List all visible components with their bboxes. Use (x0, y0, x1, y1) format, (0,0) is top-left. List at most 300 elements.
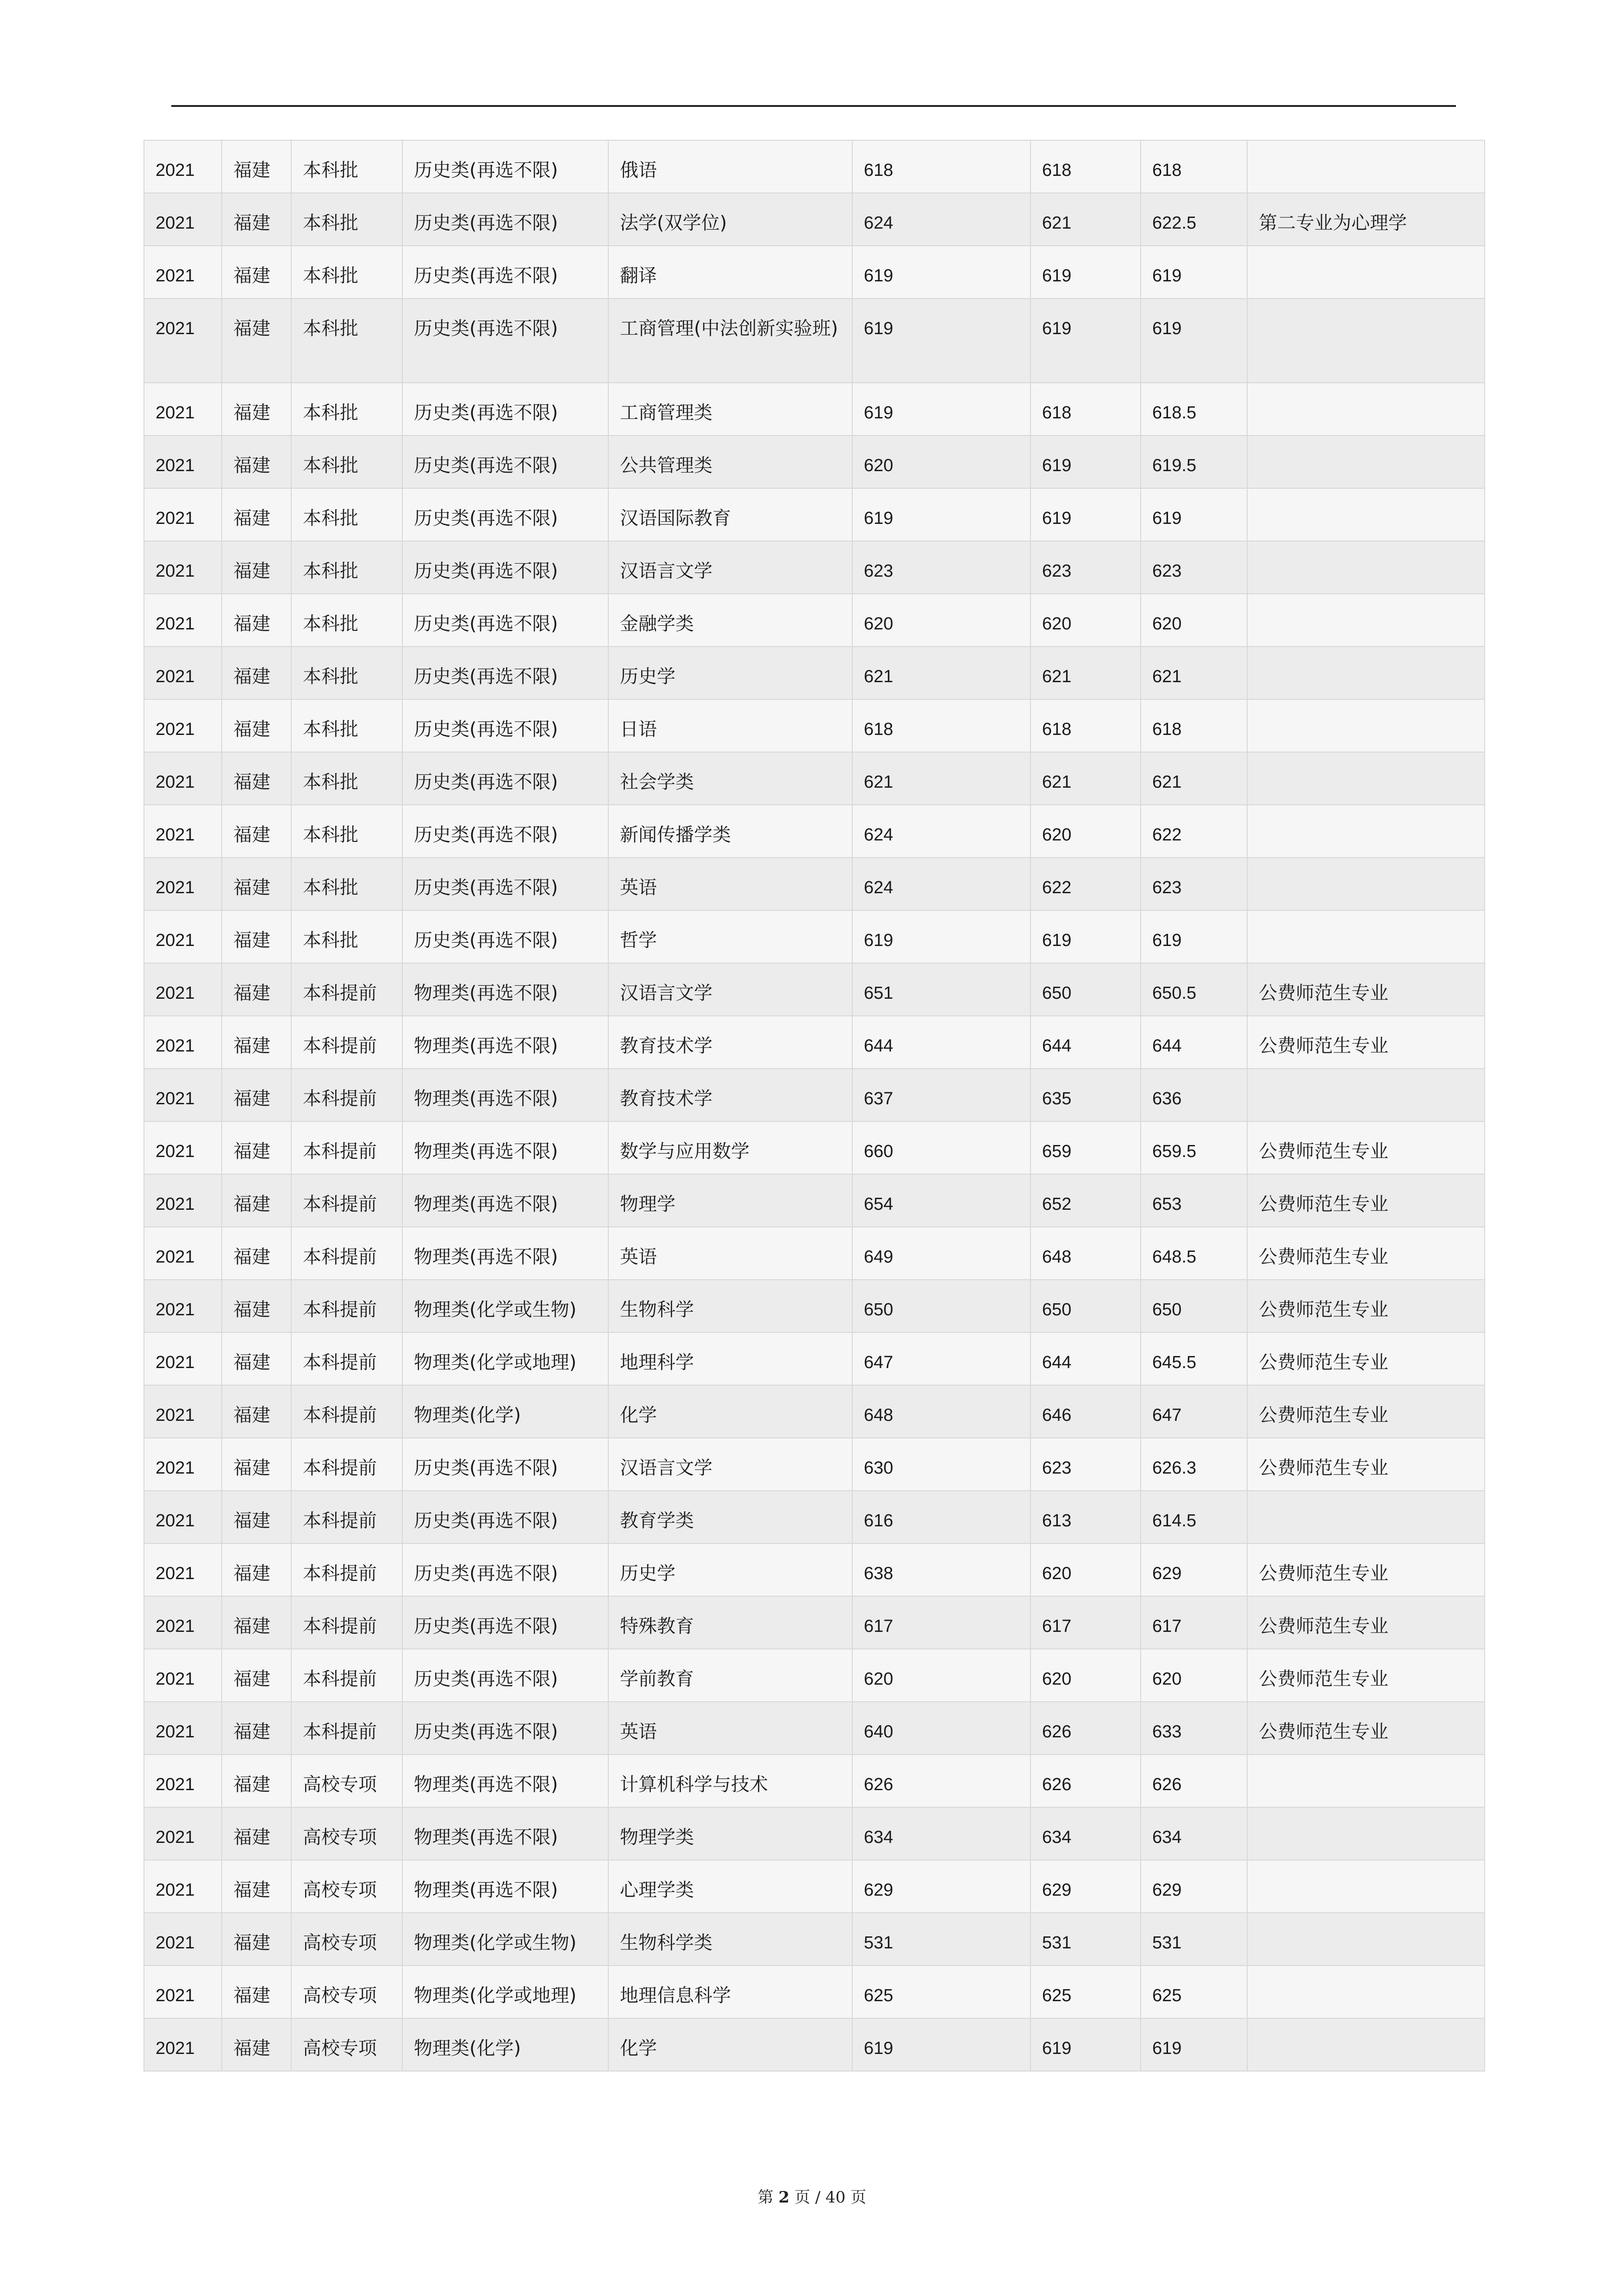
subject-category-cell: 物理类(化学或生物) (402, 1280, 608, 1332)
year-cell: 2021 (144, 1596, 222, 1649)
major-cell: 汉语国际教育 (608, 488, 852, 541)
table-body (144, 140, 1485, 2071)
major-cell: 社会学类 (608, 752, 852, 805)
major-cell: 化学 (608, 1385, 852, 1438)
max-score-cell: 626 (852, 1755, 1031, 1807)
year-cell: 2021 (144, 1121, 222, 1174)
province-cell: 福建 (222, 1755, 291, 1807)
province-cell: 福建 (222, 1649, 291, 1702)
year-cell: 2021 (144, 1649, 222, 1702)
table-row (144, 752, 1485, 805)
table-row (144, 1280, 1485, 1332)
province-cell: 福建 (222, 1385, 291, 1438)
remark-cell: 公费师范生专业 (1247, 1174, 1485, 1227)
avg-score-cell: 644 (1141, 1016, 1247, 1069)
max-score-cell: 638 (852, 1543, 1031, 1596)
max-score-cell: 620 (852, 1649, 1031, 1702)
subject-category-cell: 物理类(化学或生物) (402, 1913, 608, 1966)
table-row (144, 1543, 1485, 1596)
batch-cell: 本科批 (291, 246, 402, 299)
max-score-cell: 630 (852, 1438, 1031, 1491)
table-row (144, 1755, 1485, 1807)
province-cell: 福建 (222, 193, 291, 246)
min-score-cell: 625 (1031, 1966, 1141, 2018)
table-row (144, 910, 1485, 963)
min-score-cell: 634 (1031, 1807, 1141, 1860)
major-cell: 学前教育 (608, 1649, 852, 1702)
major-cell: 英语 (608, 858, 852, 910)
subject-category-cell: 历史类(再选不限) (402, 805, 608, 858)
batch-cell: 本科提前 (291, 1438, 402, 1491)
remark-cell (1247, 910, 1485, 963)
province-cell: 福建 (222, 594, 291, 647)
avg-score-cell: 621 (1141, 647, 1247, 699)
major-cell: 俄语 (608, 140, 852, 193)
major-cell: 汉语言文学 (608, 1438, 852, 1491)
max-score-cell: 619 (852, 488, 1031, 541)
province-cell: 福建 (222, 246, 291, 299)
province-cell: 福建 (222, 1807, 291, 1860)
year-cell: 2021 (144, 1913, 222, 1966)
remark-cell (1247, 488, 1485, 541)
min-score-cell: 650 (1031, 963, 1141, 1016)
min-score-cell: 650 (1031, 1280, 1141, 1332)
remark-cell (1247, 1491, 1485, 1543)
remark-cell: 公费师范生专业 (1247, 1385, 1485, 1438)
table-row (144, 1385, 1485, 1438)
subject-category-cell: 历史类(再选不限) (402, 299, 608, 383)
batch-cell: 本科提前 (291, 1491, 402, 1543)
subject-category-cell: 历史类(再选不限) (402, 488, 608, 541)
avg-score-cell: 622.5 (1141, 193, 1247, 246)
batch-cell: 高校专项 (291, 1755, 402, 1807)
max-score-cell: 624 (852, 805, 1031, 858)
batch-cell: 本科批 (291, 541, 402, 594)
min-score-cell: 531 (1031, 1913, 1141, 1966)
max-score-cell: 619 (852, 246, 1031, 299)
remark-cell: 公费师范生专业 (1247, 1596, 1485, 1649)
province-cell: 福建 (222, 858, 291, 910)
year-cell: 2021 (144, 1174, 222, 1227)
avg-score-cell: 650 (1141, 1280, 1247, 1332)
table-row (144, 1596, 1485, 1649)
max-score-cell: 634 (852, 1807, 1031, 1860)
remark-cell (1247, 1755, 1485, 1807)
table-row (144, 858, 1485, 910)
remark-cell (1247, 383, 1485, 436)
avg-score-cell: 653 (1141, 1174, 1247, 1227)
max-score-cell: 660 (852, 1121, 1031, 1174)
max-score-cell: 629 (852, 1860, 1031, 1913)
max-score-cell: 619 (852, 383, 1031, 436)
min-score-cell: 618 (1031, 140, 1141, 193)
subject-category-cell: 物理类(再选不限) (402, 1069, 608, 1121)
table-row (144, 594, 1485, 647)
max-score-cell: 620 (852, 594, 1031, 647)
min-score-cell: 644 (1031, 1332, 1141, 1385)
max-score-cell: 619 (852, 2018, 1031, 2071)
table-row (144, 193, 1485, 246)
batch-cell: 本科批 (291, 647, 402, 699)
max-score-cell: 647 (852, 1332, 1031, 1385)
batch-cell: 本科提前 (291, 963, 402, 1016)
province-cell: 福建 (222, 1280, 291, 1332)
avg-score-cell: 619.5 (1141, 436, 1247, 488)
max-score-cell: 621 (852, 752, 1031, 805)
major-cell: 计算机科学与技术 (608, 1755, 852, 1807)
avg-score-cell: 618.5 (1141, 383, 1247, 436)
max-score-cell: 649 (852, 1227, 1031, 1280)
remark-cell (1247, 805, 1485, 858)
subject-category-cell: 物理类(化学) (402, 1385, 608, 1438)
table-row (144, 1438, 1485, 1491)
remark-cell (1247, 1913, 1485, 1966)
year-cell: 2021 (144, 1332, 222, 1385)
province-cell: 福建 (222, 299, 291, 383)
province-cell: 福建 (222, 699, 291, 752)
major-cell: 生物科学类 (608, 1913, 852, 1966)
subject-category-cell: 物理类(再选不限) (402, 1227, 608, 1280)
table-row (144, 1174, 1485, 1227)
batch-cell: 本科批 (291, 699, 402, 752)
remark-cell (1247, 1966, 1485, 2018)
table-row (144, 299, 1485, 383)
province-cell: 福建 (222, 1913, 291, 1966)
min-score-cell: 620 (1031, 805, 1141, 858)
table-row (144, 1966, 1485, 2018)
batch-cell: 本科提前 (291, 1227, 402, 1280)
remark-cell: 公费师范生专业 (1247, 1121, 1485, 1174)
major-cell: 金融学类 (608, 594, 852, 647)
subject-category-cell: 历史类(再选不限) (402, 594, 608, 647)
subject-category-cell: 历史类(再选不限) (402, 436, 608, 488)
batch-cell: 本科提前 (291, 1016, 402, 1069)
avg-score-cell: 629 (1141, 1543, 1247, 1596)
table-row (144, 1227, 1485, 1280)
avg-score-cell: 619 (1141, 488, 1247, 541)
table-row (144, 436, 1485, 488)
table-row (144, 1649, 1485, 1702)
remark-cell (1247, 1807, 1485, 1860)
current-page-number: 2 (778, 2188, 790, 2207)
remark-cell: 公费师范生专业 (1247, 1543, 1485, 1596)
year-cell: 2021 (144, 541, 222, 594)
min-score-cell: 644 (1031, 1016, 1141, 1069)
min-score-cell: 618 (1031, 383, 1141, 436)
batch-cell: 高校专项 (291, 1807, 402, 1860)
subject-category-cell: 历史类(再选不限) (402, 541, 608, 594)
min-score-cell: 619 (1031, 488, 1141, 541)
major-cell: 生物科学 (608, 1280, 852, 1332)
year-cell: 2021 (144, 752, 222, 805)
batch-cell: 本科批 (291, 752, 402, 805)
remark-cell (1247, 858, 1485, 910)
remark-cell (1247, 436, 1485, 488)
province-cell: 福建 (222, 1227, 291, 1280)
remark-cell (1247, 140, 1485, 193)
remark-cell: 公费师范生专业 (1247, 1649, 1485, 1702)
year-cell: 2021 (144, 140, 222, 193)
major-cell: 特殊教育 (608, 1596, 852, 1649)
subject-category-cell: 历史类(再选不限) (402, 647, 608, 699)
min-score-cell: 618 (1031, 699, 1141, 752)
footer-suffix: 页 (850, 2188, 867, 2207)
batch-cell: 本科提前 (291, 1596, 402, 1649)
major-cell: 日语 (608, 699, 852, 752)
batch-cell: 本科批 (291, 299, 402, 383)
major-cell: 教育技术学 (608, 1016, 852, 1069)
remark-cell: 公费师范生专业 (1247, 1702, 1485, 1755)
province-cell: 福建 (222, 805, 291, 858)
subject-category-cell: 历史类(再选不限) (402, 140, 608, 193)
year-cell: 2021 (144, 858, 222, 910)
batch-cell: 本科批 (291, 910, 402, 963)
max-score-cell: 625 (852, 1966, 1031, 2018)
avg-score-cell: 621 (1141, 752, 1247, 805)
year-cell: 2021 (144, 1755, 222, 1807)
year-cell: 2021 (144, 488, 222, 541)
min-score-cell: 620 (1031, 594, 1141, 647)
remark-cell (1247, 246, 1485, 299)
batch-cell: 本科提前 (291, 1121, 402, 1174)
subject-category-cell: 物理类(再选不限) (402, 1016, 608, 1069)
year-cell: 2021 (144, 1543, 222, 1596)
province-cell: 福建 (222, 1491, 291, 1543)
batch-cell: 本科提前 (291, 1332, 402, 1385)
avg-score-cell: 623 (1141, 858, 1247, 910)
year-cell: 2021 (144, 299, 222, 383)
min-score-cell: 652 (1031, 1174, 1141, 1227)
subject-category-cell: 历史类(再选不限) (402, 193, 608, 246)
province-cell: 福建 (222, 1966, 291, 2018)
batch-cell: 本科批 (291, 488, 402, 541)
year-cell: 2021 (144, 1016, 222, 1069)
footer-mid: 页 / (794, 2188, 821, 2207)
remark-cell (1247, 594, 1485, 647)
major-cell: 工商管理(中法创新实验班) (608, 299, 852, 383)
max-score-cell: 616 (852, 1491, 1031, 1543)
year-cell: 2021 (144, 647, 222, 699)
subject-category-cell: 历史类(再选不限) (402, 1702, 608, 1755)
major-cell: 英语 (608, 1702, 852, 1755)
major-cell: 教育技术学 (608, 1069, 852, 1121)
remark-cell (1247, 2018, 1485, 2071)
province-cell: 福建 (222, 752, 291, 805)
max-score-cell: 620 (852, 436, 1031, 488)
min-score-cell: 626 (1031, 1702, 1141, 1755)
min-score-cell: 619 (1031, 436, 1141, 488)
min-score-cell: 629 (1031, 1860, 1141, 1913)
max-score-cell: 624 (852, 858, 1031, 910)
min-score-cell: 619 (1031, 2018, 1141, 2071)
province-cell: 福建 (222, 1174, 291, 1227)
min-score-cell: 619 (1031, 299, 1141, 383)
avg-score-cell: 626.3 (1141, 1438, 1247, 1491)
province-cell: 福建 (222, 541, 291, 594)
year-cell: 2021 (144, 699, 222, 752)
footer-prefix: 第 (757, 2188, 774, 2207)
page-footer (0, 2184, 1624, 2207)
remark-cell: 公费师范生专业 (1247, 1332, 1485, 1385)
avg-score-cell: 622 (1141, 805, 1247, 858)
max-score-cell: 619 (852, 299, 1031, 383)
batch-cell: 本科批 (291, 140, 402, 193)
year-cell: 2021 (144, 1491, 222, 1543)
year-cell: 2021 (144, 1966, 222, 2018)
subject-category-cell: 物理类(化学或地理) (402, 1966, 608, 2018)
min-score-cell: 613 (1031, 1491, 1141, 1543)
province-cell: 福建 (222, 1016, 291, 1069)
avg-score-cell: 623 (1141, 541, 1247, 594)
remark-cell: 公费师范生专业 (1247, 1438, 1485, 1491)
table-row (144, 488, 1485, 541)
batch-cell: 本科提前 (291, 1174, 402, 1227)
province-cell: 福建 (222, 647, 291, 699)
province-cell: 福建 (222, 383, 291, 436)
major-cell: 物理学 (608, 1174, 852, 1227)
table-row (144, 1121, 1485, 1174)
subject-category-cell: 历史类(再选不限) (402, 1596, 608, 1649)
major-cell: 物理学类 (608, 1807, 852, 1860)
remark-cell (1247, 1860, 1485, 1913)
table-row (144, 541, 1485, 594)
table-row (144, 647, 1485, 699)
major-cell: 翻译 (608, 246, 852, 299)
avg-score-cell: 647 (1141, 1385, 1247, 1438)
max-score-cell: 637 (852, 1069, 1031, 1121)
batch-cell: 高校专项 (291, 1966, 402, 2018)
subject-category-cell: 物理类(化学) (402, 2018, 608, 2071)
province-cell: 福建 (222, 436, 291, 488)
max-score-cell: 648 (852, 1385, 1031, 1438)
subject-category-cell: 物理类(再选不限) (402, 1860, 608, 1913)
table-row (144, 699, 1485, 752)
major-cell: 汉语言文学 (608, 963, 852, 1016)
avg-score-cell: 617 (1141, 1596, 1247, 1649)
batch-cell: 本科提前 (291, 1069, 402, 1121)
max-score-cell: 650 (852, 1280, 1031, 1332)
year-cell: 2021 (144, 910, 222, 963)
avg-score-cell: 614.5 (1141, 1491, 1247, 1543)
batch-cell: 本科批 (291, 436, 402, 488)
max-score-cell: 654 (852, 1174, 1031, 1227)
table-row (144, 1702, 1485, 1755)
table-row (144, 1069, 1485, 1121)
subject-category-cell: 历史类(再选不限) (402, 1649, 608, 1702)
table-row (144, 1860, 1485, 1913)
batch-cell: 本科批 (291, 858, 402, 910)
subject-category-cell: 历史类(再选不限) (402, 858, 608, 910)
min-score-cell: 646 (1031, 1385, 1141, 1438)
year-cell: 2021 (144, 805, 222, 858)
year-cell: 2021 (144, 1069, 222, 1121)
major-cell: 地理科学 (608, 1332, 852, 1385)
subject-category-cell: 物理类(再选不限) (402, 1174, 608, 1227)
avg-score-cell: 629 (1141, 1860, 1247, 1913)
remark-cell (1247, 1069, 1485, 1121)
table-row (144, 140, 1485, 193)
table-row (144, 1807, 1485, 1860)
province-cell: 福建 (222, 1332, 291, 1385)
year-cell: 2021 (144, 1860, 222, 1913)
province-cell: 福建 (222, 910, 291, 963)
avg-score-cell: 626 (1141, 1755, 1247, 1807)
batch-cell: 本科提前 (291, 1543, 402, 1596)
table-row (144, 383, 1485, 436)
remark-cell (1247, 647, 1485, 699)
province-cell: 福建 (222, 963, 291, 1016)
batch-cell: 本科提前 (291, 1280, 402, 1332)
table-row (144, 963, 1485, 1016)
max-score-cell: 621 (852, 647, 1031, 699)
batch-cell: 本科批 (291, 193, 402, 246)
avg-score-cell: 620 (1141, 1649, 1247, 1702)
batch-cell: 高校专项 (291, 1860, 402, 1913)
subject-category-cell: 历史类(再选不限) (402, 910, 608, 963)
year-cell: 2021 (144, 594, 222, 647)
min-score-cell: 621 (1031, 647, 1141, 699)
avg-score-cell: 618 (1141, 140, 1247, 193)
avg-score-cell: 619 (1141, 2018, 1247, 2071)
avg-score-cell: 618 (1141, 699, 1247, 752)
avg-score-cell: 633 (1141, 1702, 1247, 1755)
province-cell: 福建 (222, 1121, 291, 1174)
batch-cell: 本科提前 (291, 1385, 402, 1438)
province-cell: 福建 (222, 1543, 291, 1596)
year-cell: 2021 (144, 1385, 222, 1438)
max-score-cell: 619 (852, 910, 1031, 963)
batch-cell: 本科批 (291, 383, 402, 436)
min-score-cell: 620 (1031, 1649, 1141, 1702)
province-cell: 福建 (222, 2018, 291, 2071)
avg-score-cell: 619 (1141, 246, 1247, 299)
major-cell: 法学(双学位) (608, 193, 852, 246)
subject-category-cell: 物理类(再选不限) (402, 1807, 608, 1860)
table-row (144, 246, 1485, 299)
remark-cell (1247, 752, 1485, 805)
avg-score-cell: 625 (1141, 1966, 1247, 2018)
major-cell: 教育学类 (608, 1491, 852, 1543)
remark-cell: 公费师范生专业 (1247, 1016, 1485, 1069)
subject-category-cell: 物理类(化学或地理) (402, 1332, 608, 1385)
year-cell: 2021 (144, 1702, 222, 1755)
min-score-cell: 621 (1031, 752, 1141, 805)
min-score-cell: 619 (1031, 910, 1141, 963)
subject-category-cell: 物理类(再选不限) (402, 963, 608, 1016)
remark-cell (1247, 299, 1485, 383)
major-cell: 心理学类 (608, 1860, 852, 1913)
max-score-cell: 623 (852, 541, 1031, 594)
batch-cell: 本科批 (291, 594, 402, 647)
province-cell: 福建 (222, 1438, 291, 1491)
max-score-cell: 624 (852, 193, 1031, 246)
remark-cell: 公费师范生专业 (1247, 963, 1485, 1016)
year-cell: 2021 (144, 383, 222, 436)
min-score-cell: 617 (1031, 1596, 1141, 1649)
header-rule (171, 105, 1456, 107)
subject-category-cell: 历史类(再选不限) (402, 1491, 608, 1543)
year-cell: 2021 (144, 1280, 222, 1332)
year-cell: 2021 (144, 963, 222, 1016)
remark-cell: 公费师范生专业 (1247, 1227, 1485, 1280)
table-row (144, 805, 1485, 858)
major-cell: 哲学 (608, 910, 852, 963)
batch-cell: 高校专项 (291, 2018, 402, 2071)
min-score-cell: 648 (1031, 1227, 1141, 1280)
max-score-cell: 651 (852, 963, 1031, 1016)
avg-score-cell: 619 (1141, 299, 1247, 383)
province-cell: 福建 (222, 1702, 291, 1755)
